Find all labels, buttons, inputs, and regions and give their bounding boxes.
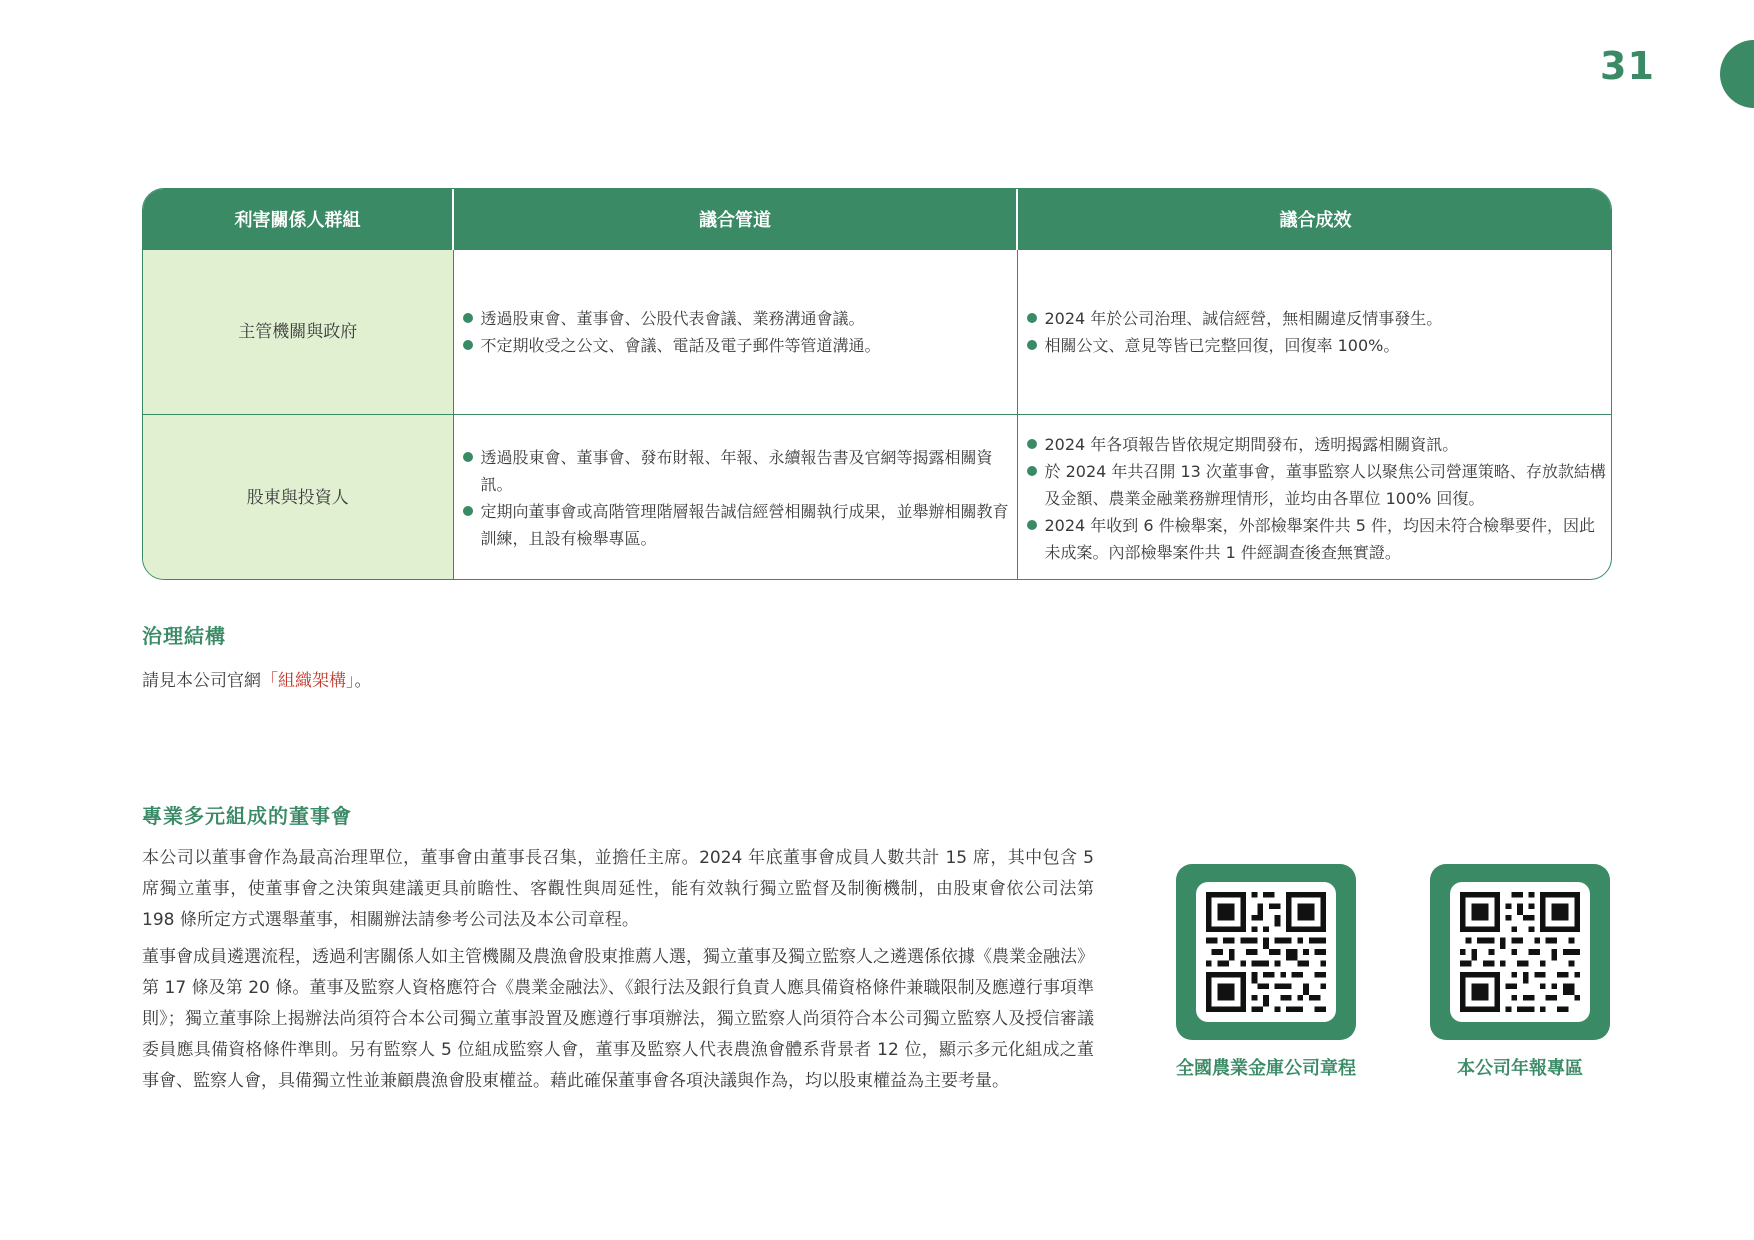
row-channels-cell (453, 415, 1017, 581)
list-item: 透過股東會、董事會、公股代表會議、業務溝通會議。 (463, 305, 1010, 332)
list-item: 2024 年於公司治理、誠信經營，無相關違反情事發生。 (1027, 305, 1607, 332)
governance-title: 治理結構 (142, 624, 226, 648)
header-channels: 議合管道 (453, 189, 1017, 250)
org-structure-link[interactable]: 「組織架構」 (261, 671, 355, 691)
channel-list (455, 444, 1016, 552)
list-item: 相關公文、意見等皆已完整回復，回復率 100%。 (1027, 332, 1607, 359)
qr-code-icon (1196, 882, 1336, 1022)
page-number: 31 (1600, 44, 1655, 88)
header-outcomes: 議合成效 (1017, 189, 1612, 250)
outcome-list (1019, 305, 1613, 359)
qr-card-annual-report[interactable] (1430, 864, 1610, 1040)
list-item: 於 2024 年共召開 13 次董事會，董事監察人以聚焦公司營運策略、存放款結構及金額、農業金融業務辦理情形，並均由各單位 100% 回復。 (1027, 458, 1607, 512)
row-group-cell: 主管機關與政府 (143, 250, 453, 415)
stakeholder-table-grid (143, 189, 1612, 580)
table-row (143, 415, 1612, 581)
qr-code-icon (1450, 882, 1590, 1022)
board-paragraph-1: 本公司以董事會作為最高治理單位，董事會由董事長召集，並擔任主席。2024 年底董事會成員人數共計 15 席，其中包含 5 席獨立董事，使董事會之決策與建議更具前瞻性、客觀性與周延性，能有效執行獨立監督及制衡機制，由股東會依公司法第 198 條所定方式選舉董事，相關辦法請參考公司法及本公司章程。 (142, 848, 1094, 930)
table-header-row (143, 189, 1612, 250)
outcome-list (1019, 431, 1613, 566)
list-item: 2024 年收到 6 件檢舉案，外部檢舉案件共 5 件，均因未符合檢舉要件，因此未成案。內部檢舉案件共 1 件經調查後查無實證。 (1027, 512, 1607, 566)
governance-text-before: 請見本公司官網 (142, 671, 261, 691)
stakeholder-table (142, 188, 1612, 580)
list-item: 不定期收受之公文、會議、電話及電子郵件等管道溝通。 (463, 332, 1010, 359)
list-item: 透過股東會、董事會、發布財報、年報、永續報告書及官網等揭露相關資訊。 (463, 444, 1010, 498)
list-item: 2024 年各項報告皆依規定期間發布，透明揭露相關資訊。 (1027, 431, 1607, 458)
governance-text (142, 666, 372, 691)
row-outcomes-cell (1017, 415, 1612, 581)
qr-caption-annual-report: 本公司年報專區 (1457, 1058, 1583, 1079)
corner-tab (1720, 40, 1754, 108)
table-row (143, 250, 1612, 415)
board-paragraph-2: 董事會成員遴選流程，透過利害關係人如主管機關及農漁會股東推薦人選，獨立董事及獨立監察人之遴選係依據《農業金融法》第 17 條及第 20 條。董事及監察人資格應符合《農業金融法》、《銀行法及銀行負責人應具備資格條件兼職限制及應遵行事項準則》；獨立董事除上揭辦法尚須符合本公司獨立董事設置及應遵行事項辦法，獨立監察人尚須符合本公司獨立監察人及授信審議委員應具備資格條件準則。另有監察人 5 位組成監察人會，董事及監察人代表農漁會體系背景者 12 位，顯示多元化組成之董事會、監察人會，具備獨立性並兼顧農漁會股東權益。藉此確保董事會各項決議與作為，均以股東權益為主要考量。 (142, 947, 1094, 1091)
row-group-cell: 股東與投資人 (143, 415, 453, 581)
row-channels-cell (453, 250, 1017, 415)
qr-caption-articles: 全國農業金庫公司章程 (1176, 1058, 1356, 1079)
qr-card-articles[interactable] (1176, 864, 1356, 1040)
governance-text-after: 。 (354, 671, 372, 691)
list-item: 定期向董事會或高階管理階層報告誠信經營相關執行成果，並舉辦相關教育訓練，且設有檢舉專區。 (463, 498, 1010, 552)
qr-pattern-1 (1206, 892, 1326, 1012)
qr-pattern-2 (1460, 892, 1580, 1012)
header-group: 利害關係人群組 (143, 189, 453, 250)
channel-list (455, 305, 1016, 359)
row-outcomes-cell (1017, 250, 1612, 415)
board-title: 專業多元組成的董事會 (142, 804, 352, 828)
